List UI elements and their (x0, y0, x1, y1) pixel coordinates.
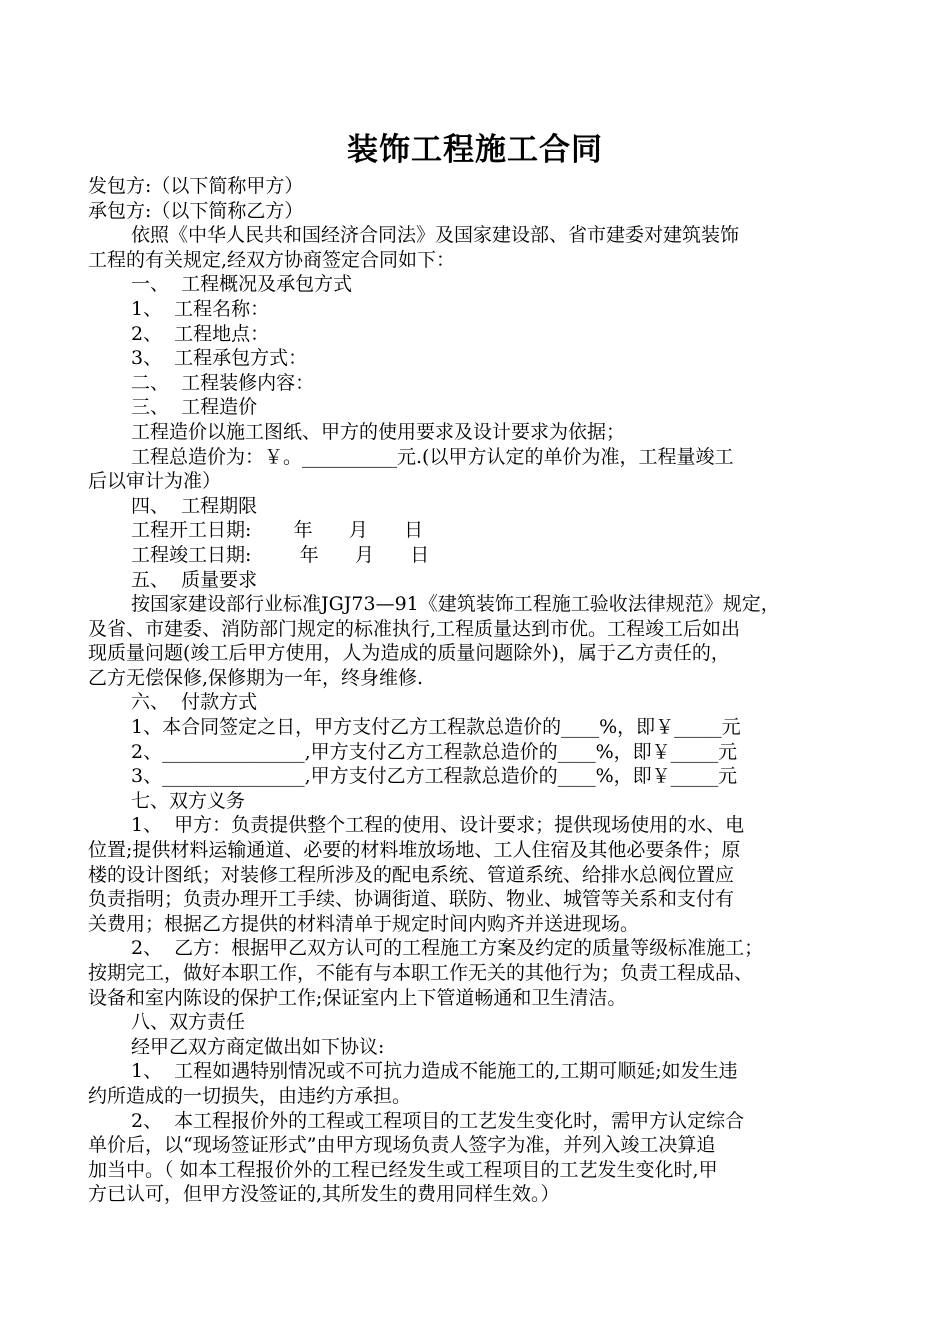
text-line: 工程总造价为：￥。__________元.(以甲方认定的单价为准，工程量竣工 (131, 445, 734, 468)
text-line: 2、_______________,甲方支付乙方工程款总造价的____%，即￥_____元 (131, 740, 738, 763)
text-line: 方已认可，但甲方没签证的,其所发生的费用同样生效。） (88, 1183, 560, 1206)
text-line: 三、 工程造价 (131, 396, 258, 419)
text-line: 1、 工程名称： (131, 297, 270, 320)
text-line: 楼的设计图纸；对装修工程所涉及的配电系统、管道系统、给排水总阀位置应 (88, 863, 735, 886)
text-line: 3、 工程承包方式： (131, 347, 308, 370)
text-line: 发包方:（以下简称甲方） (88, 175, 304, 197)
text-line: 位置;提供材料运输通道、必要的材料堆放场地、工人住宿及其他必要条件；原 (88, 839, 741, 862)
text-line: 1、本合同签定之日，甲方支付乙方工程款总造价的____%，即￥_____元 (131, 716, 741, 739)
text-line: 及省、市建委、消防部门规定的标准执行,工程质量达到市优。工程竣工后如出 (88, 617, 741, 640)
text-line: 乙方无偿保修,保修期为一年，终身维修. (88, 666, 424, 689)
text-line: 经甲乙双方商定做出如下协议: (131, 1035, 385, 1058)
text-line: 加当中。（ 如本工程报价外的工程已经发生或工程项目的工艺发生变化时,甲 (88, 1158, 718, 1181)
text-line: 工程造价以施工图纸、甲方的使用要求及设计要求为依据； (131, 420, 626, 443)
text-line: 2、 本工程报价外的工程或工程项目的工艺发生变化时，需甲方认定综合 (131, 1109, 745, 1132)
text-line: 七、双方义务 (131, 789, 246, 812)
text-line: 1、 工程如遇特别情况或不可抗力造成不能施工的,工期可顺延;如发生违 (131, 1060, 738, 1083)
text-line: 设备和室内陈设的保护工作;保证室内上下管道畅通和卫生清洁。 (88, 986, 627, 1009)
text-line: 依照《中华人民共和国经济合同法》及国家建设部、省市建委对建筑装饰 (131, 224, 740, 247)
document-title: 装饰工程施工合同 (347, 132, 603, 168)
text-line: 六、 付款方式 (131, 691, 258, 714)
text-line: 2、 工程地点： (131, 322, 270, 345)
text-line: 工程开工日期: 年 月 日 (131, 519, 424, 542)
text-line: 五、 质量要求 (131, 568, 258, 591)
text-line: 八、双方责任 (131, 1011, 246, 1034)
text-line: 一、 工程概况及承包方式 (131, 273, 353, 296)
text-line: 按期完工，做好本职工作，不能有与本职工作无关的其他行为；负责工程成品、 (88, 962, 754, 984)
text-line: 关费用；根据乙方提供的材料清单于规定时间内购齐并送进现场。 (88, 912, 640, 935)
document-body (88, 174, 870, 1207)
text-line: 工程竣工日期: 年 月 日 (131, 543, 430, 566)
text-line: 单价后，以“现场签证形式”由甲方现场负责人签字为准，并列入竣工决算追 (88, 1134, 716, 1157)
text-line: 承包方:（以下简称乙方） (88, 199, 304, 222)
text-line: 负责指明；负责办理开工手续、协调街道、联防、物业、城管等关系和支付有 (88, 888, 735, 911)
text-line: 二、 工程装修内容： (131, 371, 315, 394)
text-line: 按国家建设部行业标准JGJ73—91《建筑装饰工程施工验收法律规范》规定， (131, 593, 780, 616)
text-line: 约所造成的一切损失，由违约方承担。 (88, 1084, 412, 1107)
text-line: 工程的有关规定,经双方协商签定合同如下： (88, 248, 456, 271)
text-line: 1、 甲方：负责提供整个工程的使用、设计要求；提供现场使用的水、电 (131, 814, 745, 837)
text-line: 现质量问题(竣工后甲方使用，人为造成的质量问题除外)，属于乙方责任的， (88, 642, 730, 665)
text-line: 后以审计为准） (88, 470, 222, 493)
text-line: 四、 工程期限 (131, 494, 258, 517)
text-line: 2、 乙方：根据甲乙双方认可的工程施工方案及约定的质量等级标准施工； (131, 937, 764, 960)
text-line: 3、_______________,甲方支付乙方工程款总造价的____%，即￥_____元 (131, 765, 738, 788)
